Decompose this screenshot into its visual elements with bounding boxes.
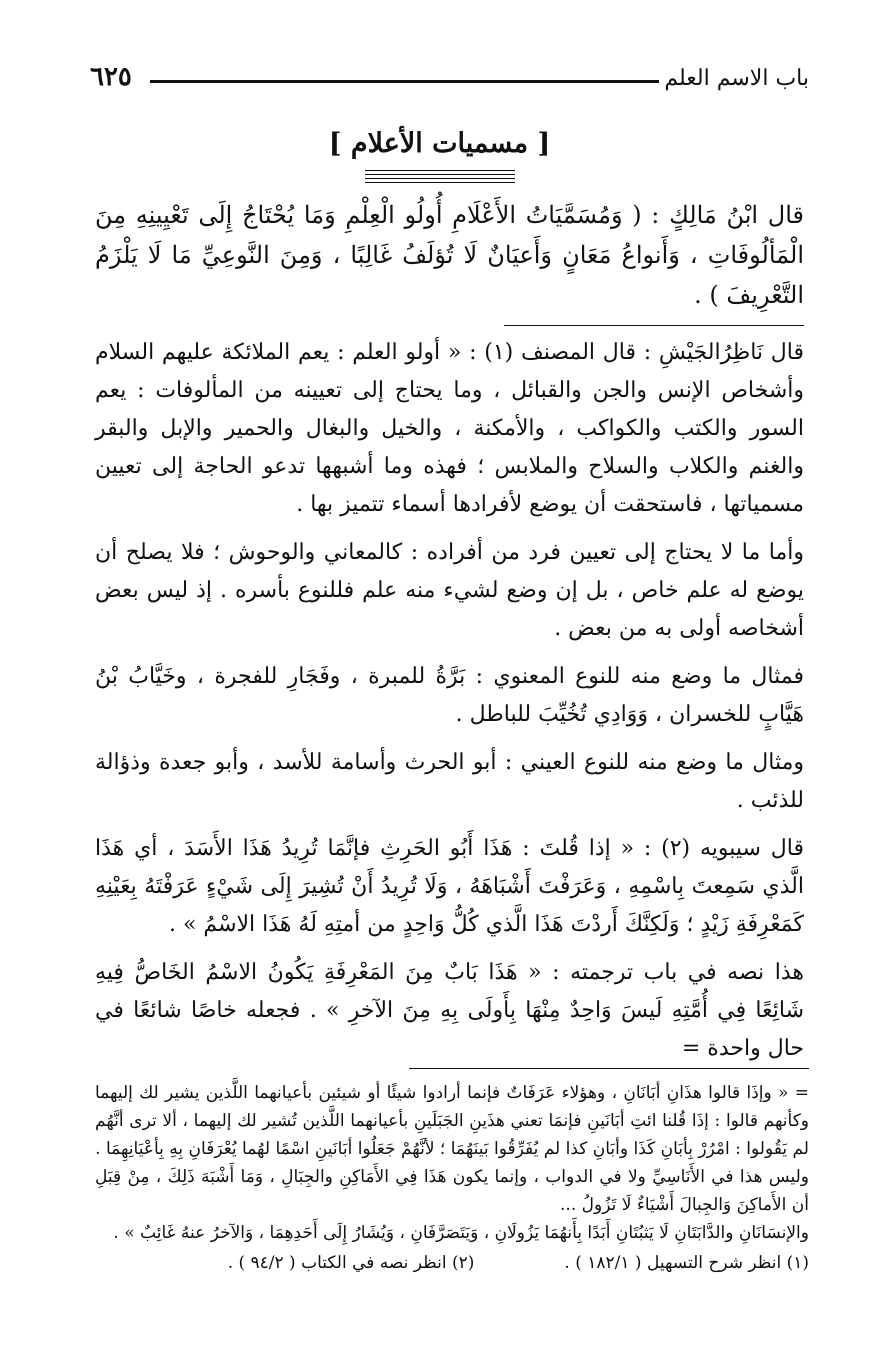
paragraph-3: فمثال ما وضع منه للنوع المعنوي : بَرَّةُ للمبرة ، وفَجَارِ للفجرة ، وخَيَّابُ بْنُ هَيَّابٍ للخسران ، وَوَادِي تُخُيِّبَ للباطل .	[95, 664, 804, 727]
footnote-continuation-2: وليس هذا في الأَنَاسِيِّ ولا في الدواب ، وإنما يكون هَذَا فِي الأَمَاكِنِ والجِبَالِ ، وَمَا أَشْبَهَ ذَلِكَ ، مِنْ قِبَلِ أن الأَماكِنَ وَالجِبالَ أَشْيَاءٌ لَا تَزُولُ ...	[95, 1167, 809, 1215]
running-head: باب الاسم العلم	[664, 66, 809, 91]
paragraph-1: قال نَاظِرُالجَيْشِ : قال المصنف (١) : « أولو العلم : يعم الملائكة عليهم السلام وأشخاص الإنس والجن والقبائل ، وما يحتاج إلى تعيينه من المألوفات : يعم السور والكتب والكواكب ، والأمكنة ، والخيل والبغال والحمير والإبل والبقر والغنم والكلاب والسلاح والملابس ؛ فهذه وما أشبهها تدعو الحاجة إلى تعيين مسمياتها ، فاستحقت أن يوضع لأفرادها أسماء تتميز بها .	[95, 340, 804, 517]
section-title: [ مسميات الأعلام ]	[328, 128, 551, 159]
page-number: ٦٢٥	[90, 62, 132, 92]
matn-rule	[504, 325, 804, 326]
header-rule	[150, 80, 659, 83]
footnote-refs	[95, 1249, 809, 1277]
main-text	[95, 195, 804, 1078]
page-header	[90, 60, 809, 100]
footnote-continuation-1: = « وإذَا قالوا هذَانِ أبَانَانِ ، وهؤلاء عَرَفَاتٌ فإنما أرادوا شيئًا أو شيئين بأعيانهما اللَّذين يشير لك إليهما وكأنهم قالوا : إذَا قُلنا ائتِ أبَانَينِ فإنمَا تعني هذَينِ الجَبَلَينِ بأعيانهما اللَّذين تُشير لك إليهما ، ألا ترى أنَّهُم لم يَقُولوا : امْرُرْ بِأبَانِ كَذَا وأبَانِ كذا لم يُفَرِّقُوا بَينَهُمَا ؛ لأنَّهُمْ جَعَلُوا أبَانَينِ اسْمًا لهُما يُعْرَفَانِ بِهِ بِأعْيَانِهِمَا .	[95, 1083, 809, 1159]
paragraph-6: هذا نصه في باب ترجمته : « هَذَا بَابٌ مِنَ المَعْرِفَةِ يَكُونُ الاسْمُ الخَاصُّ فِيهِ شَائِعًا فِي أُمَّتِهِ لَيسَ وَاحِدٌ مِنْهَا بِأَولَى بِهِ مِنَ الآخرِ » . فجعله خاصًا شائعًا في حال واحدة =	[95, 960, 804, 1061]
footnote-1: (١) انظر شرح التسهيل ( ١٨٢/١ ) .	[564, 1253, 809, 1273]
title-ornament-rules	[365, 170, 515, 186]
paragraph-4: ومثال ما وضع منه للنوع العيني : أبو الحرث وأسامة للأسد ، وأبو جعدة وذؤالة للذئب .	[95, 750, 804, 813]
footnotes	[95, 1060, 809, 1277]
footnote-2: (٢) انظر نصه في الكتاب ( ٩٤/٢ ) .	[227, 1253, 475, 1273]
footnote-continuation-3: والإنسَانَانِ والدَّابَتَانِ لَا يَثبُتَانِ أَبَدًا بِأَنهُمَا يَزُولَانِ ، وَيَتَصَرَّفَانِ ، وَيُشَارُ إِلَى أَحَدِهِمَا ، وَالآخرُ عنهُ غَائِبٌ » .	[113, 1223, 809, 1243]
paragraph-5: قال سيبويه (٢) : « إذا قُلتَ : هَذَا أَبُو الحَرِثِ فإنَّمَا تُرِيدُ هَذَا الأَسَدَ ، أي هَذَا الَّذي سَمِعتَ بِاسْمِهِ ، وَعَرَفْتَ أَشْبَاهَهُ ، وَلَا تُرِيدُ أَنْ تُشِيرَ إِلَى شَيْءٍ عَرَفْتَهُ بِعَيْنِهِ كَمَعْرِفَةِ زَيْدٍ ؛ وَلَكِنَّكَ أَردْتَ هَذَا الَّذي كُلُّ وَاحِدٍ من أمتِهِ لَهُ هَذَا الاسْمُ » .	[95, 836, 804, 937]
footnote-separator	[409, 1068, 809, 1069]
matn-paragraph: قال ابْنُ مَالِكٍ : ( وَمُسَمَّيَاتُ الأَعْلَامِ أُولُو الْعِلْمِ وَمَا يُحْتَاجُ إِلَى تَعْيِينِهِ مِنَ الْمَألُوفَاتِ ، وَأَنواعُ مَعَانٍ وَأَعيَانٌ لَا تُؤلَفُ غَالِبًا ، وَمِنَ النَّوعِيِّ مَا لَا يَلْزَمُ التَّعْرِيفَ ) .	[95, 201, 804, 309]
paragraph-2: وأما ما لا يحتاج إلى تعيين فرد من أفراده : كالمعاني والوحوش ؛ فلا يصلح أن يوضع له علم خاص ، بل إن وضع لشيء منه علم فللنوع بأسره . إذ ليس بعض أشخاصه أولى به من بعض .	[95, 540, 805, 641]
